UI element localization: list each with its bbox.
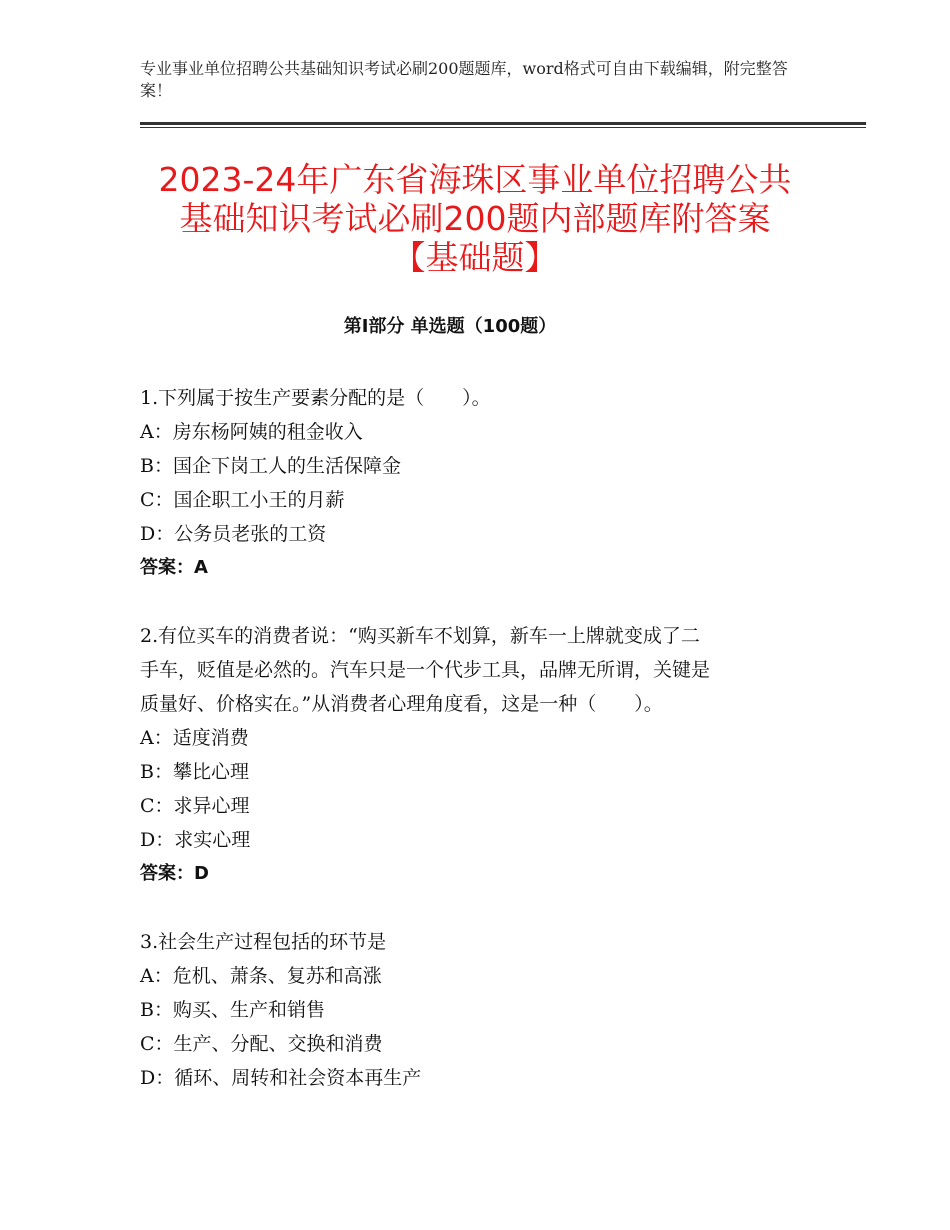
title-line: 基础知识考试必刷200题内部题库附答案	[179, 199, 771, 238]
title-line: 【基础题】	[392, 238, 558, 277]
option-c: C：生产、分配、交换和消费	[140, 1033, 383, 1055]
answer-label: 答案：A	[140, 557, 208, 578]
question-list	[140, 381, 800, 1129]
option-d: D：循环、周转和社会资本再生产	[140, 1067, 422, 1089]
option-a: A：危机、萧条、复苏和高涨	[140, 965, 382, 987]
option-b: B：国企下岗工人的生活保障金	[140, 455, 401, 477]
answer-label: 答案：D	[140, 863, 209, 884]
stem-line: 1.下列属于按生产要素分配的是（ ）。	[140, 387, 491, 409]
header-divider-thick	[140, 122, 866, 125]
option-d: D：求实心理	[140, 829, 251, 851]
option-b: B：购买、生产和销售	[140, 999, 325, 1021]
question-3	[140, 925, 800, 1095]
stem-line: 3.社会生产过程包括的环节是	[140, 931, 387, 953]
section-title: 第Ⅰ部分 单选题（100题）	[343, 316, 557, 337]
document-title	[120, 160, 830, 277]
question-stem	[140, 619, 800, 721]
stem-line: 手车，贬值是必然的。汽车只是一个代步工具，品牌无所谓，关键是	[140, 659, 711, 681]
stem-line: 2.有位买车的消费者说：“购买新车不划算，新车一上牌就变成了二	[140, 625, 700, 647]
question-2	[140, 619, 800, 891]
stem-line: 质量好、价格实在。”从消费者心理角度看，这是一种（ ）。	[140, 693, 663, 715]
header-divider-thin	[140, 127, 866, 128]
question-stem	[140, 381, 800, 415]
option-a: A：适度消费	[140, 727, 249, 749]
option-d: D：公务员老张的工资	[140, 523, 327, 545]
question-stem	[140, 925, 800, 959]
title-line: 2023-24年广东省海珠区事业单位招聘公共	[158, 160, 792, 199]
header-note: 专业事业单位招聘公共基础知识考试必刷200题题库，word格式可自由下载编辑，附完整答案！	[140, 59, 788, 100]
option-a: A：房东杨阿姨的租金收入	[140, 421, 363, 443]
option-c: C：求异心理	[140, 795, 250, 817]
option-c: C：国企职工小王的月薪	[140, 489, 345, 511]
question-1	[140, 381, 800, 585]
option-b: B：攀比心理	[140, 761, 249, 783]
